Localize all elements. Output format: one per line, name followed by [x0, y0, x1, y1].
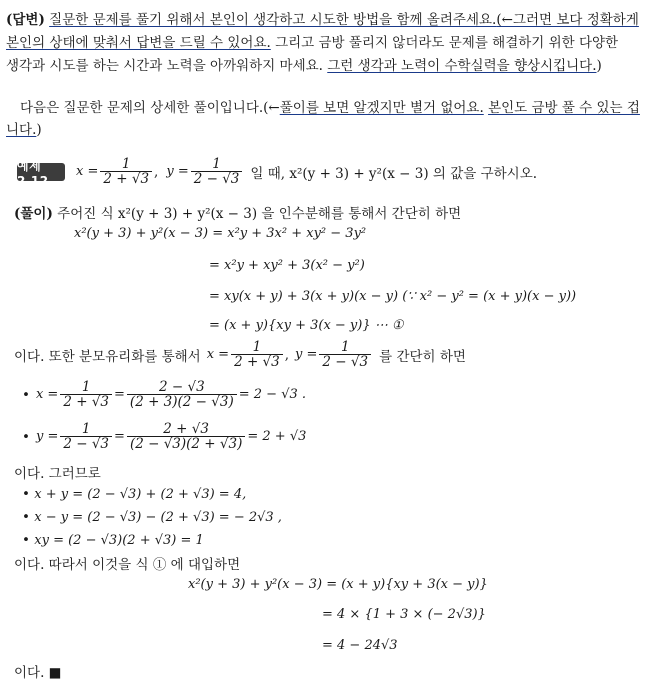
rationalize-y-eq: y = — [295, 347, 318, 363]
frac-numerator: 1 — [81, 421, 91, 437]
intro-line-1 — [20, 96, 640, 116]
intro-text: 다음은 질문한 문제의 상세한 풀이입니다.(← — [20, 100, 280, 116]
frac-denominator: 2 − √3 — [60, 436, 112, 451]
solution-intro — [14, 202, 461, 222]
therefore-line: 이다. 그러므로 — [14, 466, 101, 482]
bx-frac-2 — [127, 380, 237, 409]
intro-text: ) — [36, 122, 42, 138]
problem-y-frac — [191, 157, 243, 186]
factor-step-2: = x²y + xy² + 3(x² − y²) — [209, 258, 365, 273]
bullet-sum — [22, 486, 246, 502]
frac-numerator: 2 + √3 — [163, 421, 209, 437]
by-frac-1 — [60, 422, 112, 451]
problem-sep: , — [154, 163, 159, 180]
bullet-prod — [22, 532, 204, 548]
factor-step-4: = (x + y){xy + 3(x − y)} ⋯ ① — [209, 318, 404, 333]
bullet-dot: • — [22, 509, 30, 525]
intro-note: 니다. — [6, 122, 37, 138]
answer-line-3 — [6, 54, 602, 74]
factor-step-1: x²(y + 3) + y²(x − 3) = x²y + 3x² + xy² − 3y² — [74, 226, 367, 241]
bx-frac-1 — [60, 380, 112, 409]
answer-text: 본인의 상태에 맞춰서 답변을 드릴 수 있어요. — [6, 35, 271, 51]
substitute-line: 이다. 따라서 이것을 식 ① 에 대입하면 — [14, 557, 241, 573]
answer-label: (답변) — [6, 12, 45, 28]
frac-numerator: 1 — [121, 156, 131, 172]
intro-note: 풀이를 보면 알겠지만 별거 없어요. — [279, 100, 484, 116]
final-step-1: x²(y + 3) + y²(x − 3) = (x + y){xy + 3(x − y)} — [188, 577, 488, 592]
sum-eq: x + y = (2 − √3) + (2 + √3) = 4, — [34, 487, 247, 502]
diff-eq: x − y = (2 − √3) − (2 + √3) = − 2√3 , — [34, 510, 282, 525]
frac-denominator: 2 − √3 — [191, 171, 243, 186]
by-eq: = — [114, 429, 125, 445]
bullet-dot: • — [22, 386, 30, 403]
answer-note: (←그러면 보다 정확하게 — [496, 12, 639, 28]
bx-eq: = — [114, 387, 125, 403]
frac-denominator: 2 − √3 — [319, 354, 371, 369]
frac-denominator: 2 + √3 — [100, 171, 152, 186]
bx-result: = 2 − √3 . — [238, 387, 307, 403]
answer-line-1 — [6, 8, 639, 28]
intro-line-2 — [6, 118, 42, 138]
bullet-dot: • — [22, 428, 30, 445]
bullet-diff — [22, 509, 282, 525]
answer-line-2 — [6, 31, 618, 51]
rationalize-text: 이다. 또한 분모유리화를 통해서 — [14, 348, 201, 365]
frac-denominator: 2 + √3 — [60, 394, 112, 409]
rationalize-x-eq: x = — [206, 347, 230, 363]
problem-y-eq: y = — [166, 164, 189, 180]
final-step-3: = 4 − 24√3 — [322, 638, 398, 653]
by-result: = 2 + √3 — [247, 429, 307, 445]
end-line: 이다. ■ — [14, 665, 62, 681]
rationalize-x-frac — [231, 340, 283, 369]
answer-text: 질문한 문제를 풀기 위해서 본인이 생각하고 시도한 방법을 함께 올려주세요. — [49, 12, 497, 28]
rationalize-text: 를 간단히 하면 — [379, 348, 466, 365]
frac-numerator: 2 − √3 — [158, 379, 205, 395]
solution-text: 주어진 식 x²(y + 3) + y²(x − 3) 을 인수분해를 통해서 간단히 하면 — [57, 206, 462, 222]
frac-denominator: 2 + √3 — [231, 354, 283, 369]
bullet-y — [22, 422, 306, 451]
problem-x-frac — [100, 157, 152, 186]
example-badge: 예제2.12 — [17, 163, 65, 181]
answer-emphasis: 그런 생각과 노력이 수학실력을 향상시킵니다. — [327, 58, 597, 74]
frac-numerator: 1 — [81, 379, 91, 395]
answer-text: ) — [596, 58, 602, 74]
by-frac-2 — [127, 422, 245, 451]
problem-statement — [76, 157, 537, 186]
prod-eq: xy = (2 − √3)(2 + √3) = 1 — [34, 533, 204, 548]
answer-text: 그리고 금방 풀리지 않더라도 문제를 해결하기 위한 다양한 — [275, 35, 619, 51]
factor-step-3: = xy(x + y) + 3(x + y)(x − y) (∵ x² − y² = (x + y)(x − y)) — [209, 289, 577, 304]
answer-text: 생각과 시도를 하는 시간과 노력을 아까워하지 마세요. — [6, 58, 323, 74]
rationalize-line — [14, 340, 466, 369]
by-pre: y = — [35, 429, 59, 445]
problem-x-eq: x = — [76, 164, 99, 180]
rationalize-sep: , — [284, 346, 290, 363]
intro-note: 본인도 금방 풀 수 있는 겁 — [488, 100, 640, 116]
solution-label: (풀이) — [14, 206, 53, 222]
frac-denominator: (2 + 3)(2 − √3) — [127, 394, 237, 409]
frac-numerator: 1 — [212, 156, 221, 172]
bullet-dot: • — [22, 532, 30, 548]
rationalize-y-frac — [319, 340, 371, 369]
bx-pre: x = — [35, 387, 59, 403]
frac-numerator: 1 — [340, 339, 350, 355]
frac-numerator: 1 — [252, 339, 262, 355]
bullet-x — [22, 380, 306, 409]
bullet-dot: • — [22, 486, 30, 502]
final-step-2: = 4 × {1 + 3 × (− 2√3)} — [322, 607, 486, 622]
frac-denominator: (2 − √3)(2 + √3) — [127, 436, 245, 451]
problem-text: 일 때, x²(y + 3) + y²(x − 3) 의 값을 구하시오. — [250, 165, 538, 182]
